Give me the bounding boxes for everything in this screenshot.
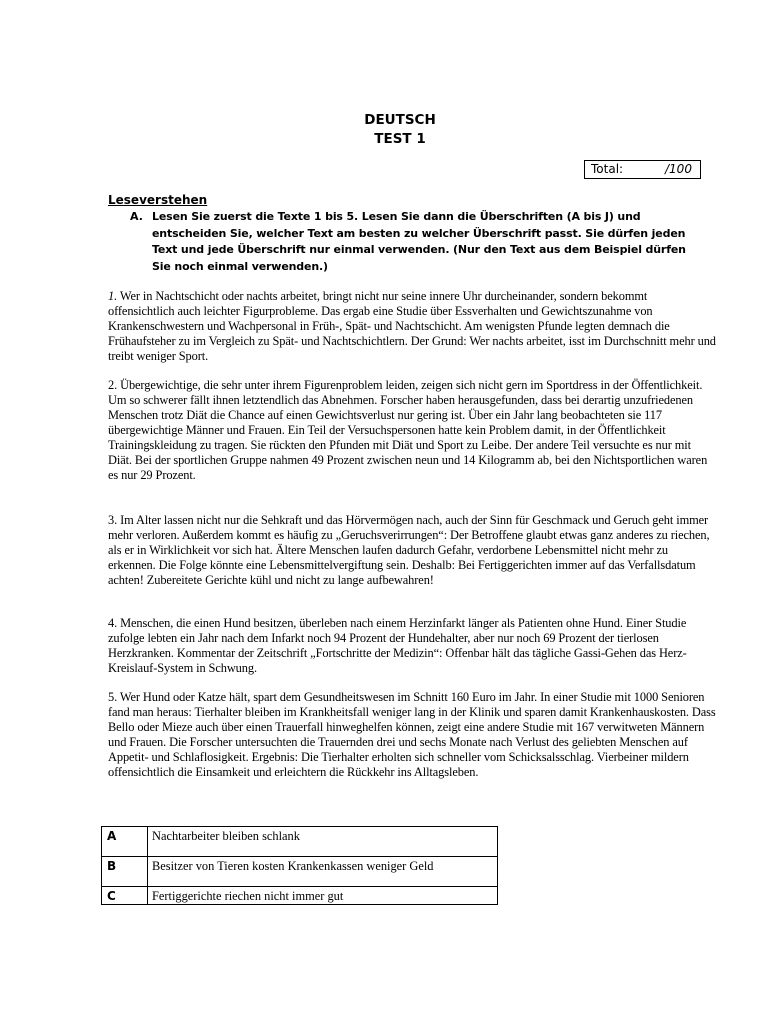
total-value: /100 [665, 162, 692, 176]
heading-text: Besitzer von Tieren kosten Krankenkassen weniger Geld [148, 857, 498, 887]
text-body: Menschen, die einen Hund besitzen, überleben nach einem Herzinfarkt länger als Patienten ohne Hund. Einer Studie zufolge lebten ein Jahr nach dem Infarkt noch 94 Prozent der Hundehalter, aber nur noch 69 Prozent der tierlosen Herzkranken. Kommentar der Zeitschrift „Fortschritte der Medizin“: Offenbar hält das tägliche Gassi-Gehen das Herz-Kreislauf-System in Schwung. [108, 616, 687, 675]
text-number: 1. [108, 289, 118, 303]
text-body: Im Alter lassen nicht nur die Sehkraft und das Hörvermögen nach, auch der Sinn für Geschmack und Geruch geht immer mehr verloren. Außerdem kommt es häufig zu „Geruchsverirrungen“: Der Betroffene glaubt etwas ganz anderes zu riechen, als er in Wirklichkeit vor sich hat. Ältere Menschen laufen dadurch Gefahr, verdorbene Lebensmittel nicht mehr zu erkennen. Die Folge könnte eine Lebensmittelvergiftung sein. Deshalb: Bei Fertiggerichten immer auf das Verfallsdatum achten! Zubereitete Gerichte kühl und nicht zu lange aufbewahren! [108, 513, 710, 587]
reading-text-5 [108, 690, 716, 780]
reading-text-2 [108, 378, 716, 483]
text-number: 4. [108, 616, 118, 630]
heading-letter: C [102, 887, 148, 905]
heading-letter: B [102, 857, 148, 887]
document-subtitle: TEST 1 [374, 131, 426, 147]
text-number: 3. [108, 513, 118, 527]
text-number: 2. [108, 378, 118, 392]
reading-text-1 [108, 289, 716, 364]
text-body: Wer Hund oder Katze hält, spart dem Gesundheitswesen im Schnitt 160 Euro im Jahr. In einer Studie mit 1000 Senioren fand man heraus: Tierhalter bleiben im Krankheitsfall weniger lang in der Klinik und sparen damit Krankenhauskosten. Dass Bello oder Mieze auch über einen Trauerfall hinweghelfen können, zeigt eine andere Studie mit 167 verwitweten Männern und Frauen. Die Forscher untersuchten die Trauernden drei und sechs Monate nach Verlust des geliebten Menschen auf Appetit- und Schlaflosigkeit. Ergebnis: Die Tierhalter erholten sich schneller vom Schicksalsschlag. Vierbeiner mildern offensichtlich die Einsamkeit und erleichtern die Rückkehr ins Alltagsleben. [108, 690, 716, 779]
document-title: DEUTSCH [364, 112, 436, 128]
reading-text-4 [108, 616, 716, 676]
total-score-box [584, 160, 701, 179]
text-number: 5. [108, 690, 118, 704]
task-letter: A. [130, 210, 143, 223]
heading-text: Nachtarbeiter bleiben schlank [148, 827, 498, 857]
task-instructions: Lesen Sie zuerst die Texte 1 bis 5. Lesen Sie dann die Überschriften (A bis J) und entscheiden Sie, welcher Text am besten zu welcher Überschrift passt. Sie dürfen jeden Text und jede Überschrift nur einmal verwenden. (Nur den Text aus dem Beispiel dürfen Sie noch einmal verwenden.) [152, 210, 686, 273]
heading-text: Fertiggerichte riechen nicht immer gut [148, 887, 498, 905]
heading-letter: A [102, 827, 148, 857]
headings-table [101, 826, 498, 905]
table-row [102, 887, 498, 905]
text-body: Wer in Nachtschicht oder nachts arbeitet, bringt nicht nur seine innere Uhr durcheinander, sondern bekommt offensichtlich auch leichter Figurprobleme. Das ergab eine Studie über Essverhalten und Gewichtszunahme von Krankenschwestern und Wachpersonal in Früh-, Spät- und Nachtschicht. Am wenigsten Pfunde legten demnach die Frühaufsteher zu im Vergleich zu Spät- und Nachtschichtlern. Der Grund: Wer nachts arbeitet, isst im Durchschnitt mehr und treibt weniger Sport. [108, 289, 716, 363]
section-heading: Leseverstehen [108, 193, 208, 207]
text-body: Übergewichtige, die sehr unter ihrem Figurenproblem leiden, zeigen sich nicht gern im Sportdress in der Öffentlichkeit. Um so schwerer fällt ihnen letztendlich das Abnehmen. Forscher haben herausgefunden, dass bei derartig unzufriedenen Menschen trotz Diät die Chance auf einen Gewichtsverlust nur gering ist. Über ein Jahr lang beobachteten sie 117 übergewichtige Männer und Frauen. Ein Teil der Versuchspersonen hatte kein Problem damit, in der Öffentlichkeit Trainingskleidung zu tragen. Sie rückten den Pfunden mit Diät und Sport zu Leibe. Der andere Teil versuchte es nur mit Diät. Bei der sportlichen Gruppe nahmen 49 Prozent zwischen neun und 14 Kilogramm ab, bei den Nichtsportlichen waren es nur 29 Prozent. [108, 378, 708, 482]
total-label: Total: [591, 162, 624, 176]
reading-text-3 [108, 513, 716, 588]
table-row [102, 857, 498, 887]
table-row [102, 827, 498, 857]
